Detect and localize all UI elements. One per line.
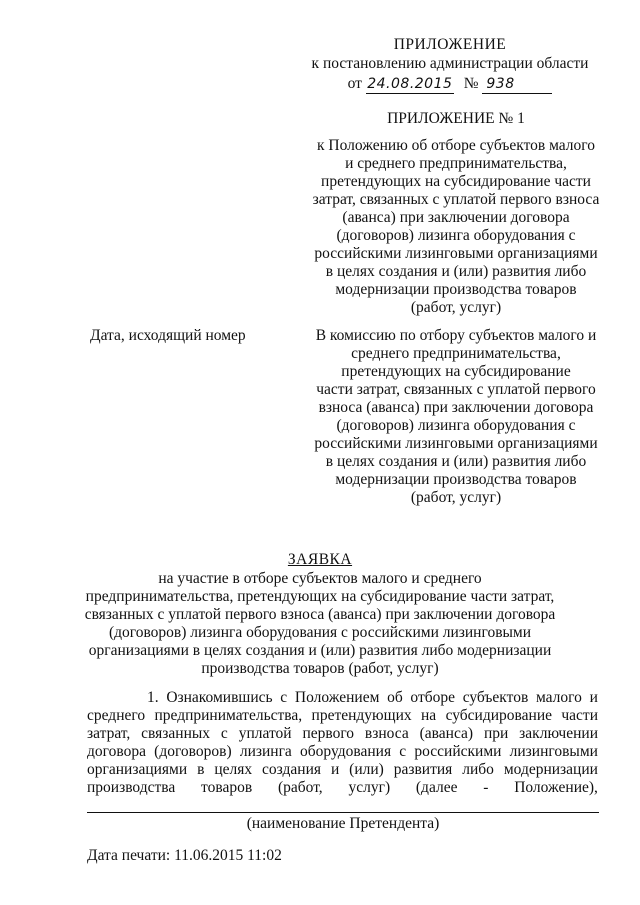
paragraph-word: модернизации [503, 761, 598, 778]
appendix-1-text [300, 137, 612, 317]
paragraph-word: - [483, 779, 489, 796]
application-subtitle-line: (договоров) лизинга оборудования с российскими лизинговыми [108, 624, 532, 641]
addressee-line: В комиссию по отбору субъектов малого и [315, 327, 597, 344]
paragraph-word: среднего [87, 707, 146, 724]
paragraph-word: (договоров) [154, 743, 232, 760]
paragraph-word: производства [87, 779, 176, 796]
paragraph-word: российскими [414, 743, 502, 760]
appendix-header [290, 36, 610, 94]
paragraph-word: с [399, 743, 407, 760]
appendix-1-line: к Положению об отборе субъектов малого [316, 137, 596, 154]
paragraph-word: и [589, 689, 598, 706]
appendix-1-line: (договоров) лизинга оборудования с [336, 227, 576, 244]
paragraph-word: целях [214, 761, 253, 778]
paragraph-word: (далее [415, 779, 458, 796]
application-subtitle-line: производства товаров (работ, услуг) [201, 660, 439, 677]
appendix-1-line: модернизации производства товаров [335, 281, 577, 298]
addressee-line: среднего предпринимательства, [351, 345, 561, 362]
handwritten-number: 938 [482, 75, 552, 94]
addressee-line: взноса (аванса) при заключении договора [318, 399, 594, 416]
appendix-1-title: ПРИЛОЖЕНИЕ № 1 [387, 110, 525, 127]
appendix-1-line: и среднего предпринимательства, [345, 155, 567, 172]
paragraph-word: (аванса) [419, 725, 474, 742]
paragraph-word: создания [262, 761, 322, 778]
application-subtitle-line: организациями в целях создания и (или) развития либо модернизации [88, 642, 552, 659]
paragraph-word: с [220, 725, 228, 742]
appendix-1-line: российскими лизинговыми организациями [314, 245, 598, 262]
appendix-1-line: в целях создания и (или) развития либо [325, 263, 587, 280]
paragraph-word: (или) [349, 761, 384, 778]
paragraph-word: 1. [147, 689, 159, 706]
addressee-line: российскими лизинговыми организациями [314, 435, 598, 452]
applicant-name-line [87, 812, 599, 813]
application-subtitle-line: связанных с уплатой первого взноса (аванса) при заключении договора [84, 606, 556, 623]
paragraph-word: и [330, 761, 340, 778]
paragraph-word: лизинговыми [509, 743, 598, 760]
appendix-1-line: (работ, услуг) [410, 299, 502, 316]
resolution-line: к постановлению администрации области [311, 55, 589, 72]
paragraph-word: на [421, 707, 437, 724]
paragraph-word: Положение), [514, 779, 598, 796]
applicant-name-caption: (наименование Претендента) [246, 815, 440, 832]
addressee-block [300, 327, 612, 507]
application-subtitle [60, 570, 580, 678]
paragraph-word: субъектов [462, 689, 529, 706]
paragraph-word: лизинга [239, 743, 292, 760]
paragraph-1 [87, 689, 598, 797]
paragraph-1-line [87, 725, 598, 743]
appendix-title: ПРИЛОЖЕНИЕ [393, 36, 507, 53]
paragraph-word: в [197, 761, 205, 778]
number-label: № [463, 75, 479, 92]
paragraph-word: при [483, 725, 509, 742]
paragraph-word: части [561, 707, 598, 724]
paragraph-1-line [87, 779, 598, 797]
paragraph-word: либо [462, 761, 494, 778]
resolution-date-number [290, 75, 610, 94]
from-label: от [347, 75, 362, 92]
paragraph-word: предпринимательства, [154, 707, 303, 724]
paragraph-word: Положением [294, 689, 380, 706]
paragraph-word: об [387, 689, 403, 706]
paragraph-1-line [87, 761, 598, 779]
paragraph-word: договора [87, 743, 146, 760]
paragraph-word: товаров [201, 779, 253, 796]
paragraph-word: (работ, [277, 779, 323, 796]
appendix-1-line: (аванса) при заключении договора [342, 209, 570, 226]
paragraph-1-line [87, 707, 598, 725]
appendix-1-line: затрат, связанных с уплатой первого взноса [312, 191, 600, 208]
paragraph-word: малого [535, 689, 582, 706]
paragraph-word: развития [393, 761, 453, 778]
date-outgoing-number-label: Дата, исходящий номер [90, 327, 246, 344]
application-subtitle-line: на участие в отборе субъектов малого и среднего [158, 570, 482, 587]
addressee-line: (договоров) лизинга оборудования с [336, 417, 576, 434]
paragraph-1-line [87, 689, 598, 707]
addressee-line: (работ, услуг) [410, 489, 502, 506]
paragraph-word: претендующих [311, 707, 412, 724]
paragraph-word: первого [302, 725, 355, 742]
paragraph-word: уплатой [238, 725, 292, 742]
paragraph-word: с [280, 689, 288, 706]
paragraph-word: взноса [364, 725, 409, 742]
addressee-line: части затрат, связанных с уплатой первого [316, 381, 596, 398]
application-block [60, 551, 580, 678]
addressee-line: модернизации производства товаров [335, 471, 577, 488]
paragraph-word: услуг) [348, 779, 391, 796]
appendix-1-block [300, 110, 612, 317]
paragraph-word: Ознакомившись [166, 689, 273, 706]
handwritten-date: 24.08.2015 [367, 76, 453, 92]
addressee-line: претендующих на субсидирование [341, 363, 571, 380]
appendix-1-line: претендующих на субсидирование части [321, 173, 591, 190]
paragraph-1-lines [87, 689, 598, 797]
paragraph-1-line [87, 743, 598, 761]
paragraph-word: связанных [141, 725, 211, 742]
paragraph-word: затрат, [87, 725, 131, 742]
application-title: ЗАЯВКА [287, 551, 353, 568]
paragraph-word: отборе [410, 689, 455, 706]
paragraph-word: заключении [519, 725, 598, 742]
paragraph-word: организациями [87, 761, 188, 778]
print-date: Дата печати: 11.06.2015 11:02 [87, 847, 282, 864]
paragraph-word: оборудования [300, 743, 392, 760]
paragraph-word: субсидирование [445, 707, 552, 724]
application-subtitle-line: предпринимательства, претендующих на субсидирование части затрат, [85, 588, 555, 605]
addressee-line: в целях создания и (или) развития либо [325, 453, 587, 470]
addressee-text [300, 327, 612, 507]
